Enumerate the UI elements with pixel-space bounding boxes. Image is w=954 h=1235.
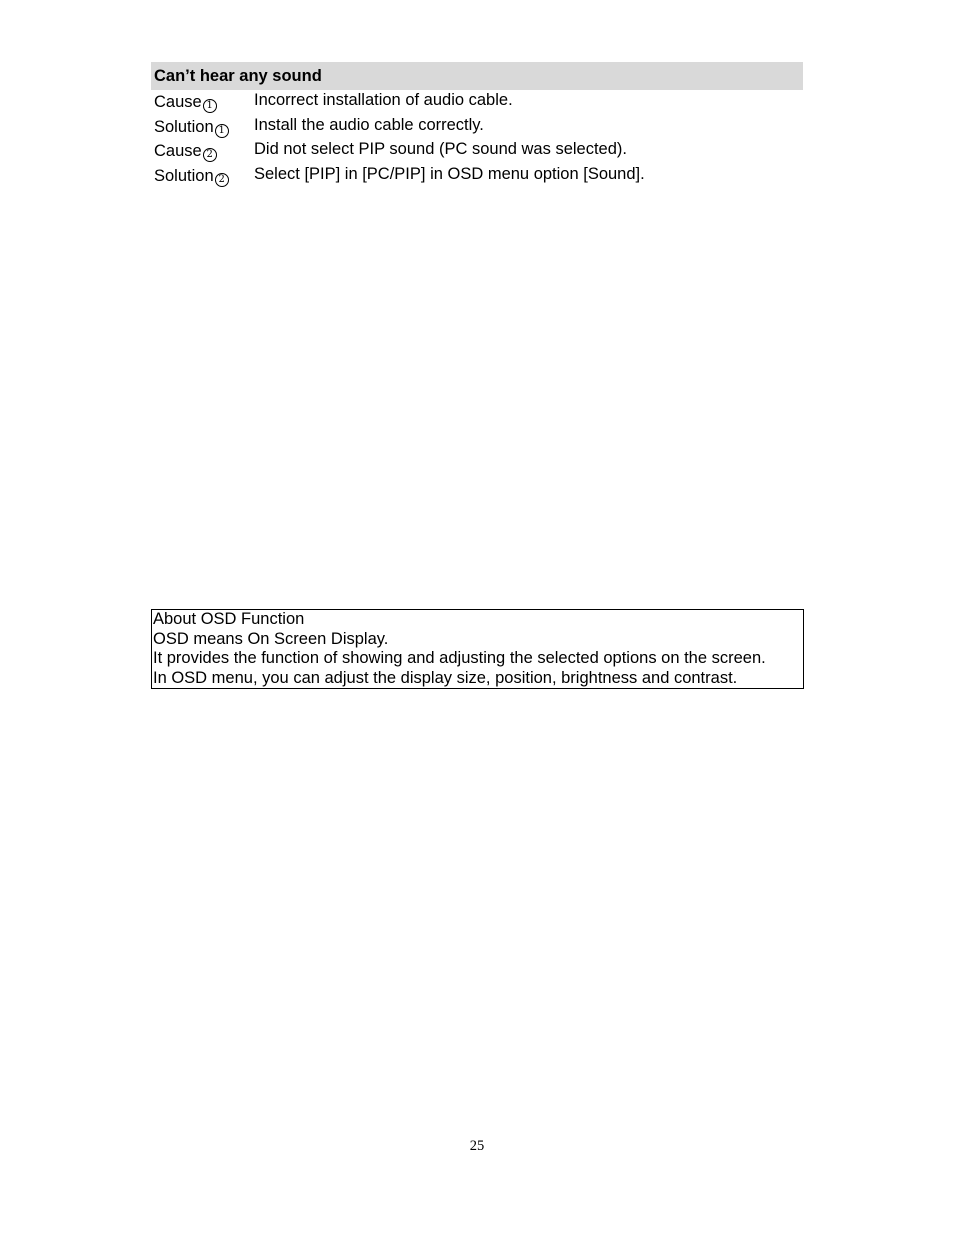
heading-text: Can’t hear any sound bbox=[154, 67, 322, 85]
row-label bbox=[154, 139, 217, 163]
page-number: 25 bbox=[469, 1138, 485, 1154]
row-label bbox=[154, 115, 229, 139]
row-label bbox=[154, 164, 229, 188]
section-heading bbox=[151, 62, 803, 90]
circled-number: 2 bbox=[203, 148, 217, 162]
osd-title: About OSD Function bbox=[153, 610, 305, 628]
table-row bbox=[151, 89, 803, 114]
circled-number: 2 bbox=[215, 173, 229, 187]
osd-line: It provides the function of showing and adjusting the selected options on the screen. bbox=[153, 649, 766, 668]
label-word: Solution bbox=[154, 166, 214, 185]
circled-number: 1 bbox=[203, 99, 217, 113]
row-text: Incorrect installation of audio cable. bbox=[254, 91, 513, 109]
trouble-table bbox=[151, 89, 803, 187]
row-text: Did not select PIP sound (PC sound was selected). bbox=[254, 140, 627, 158]
label-word: Solution bbox=[154, 117, 214, 136]
label-word: Cause bbox=[154, 93, 202, 111]
row-text: Select [PIP] in [PC/PIP] in OSD menu option [Sound]. bbox=[254, 164, 645, 183]
osd-info-box bbox=[151, 609, 804, 689]
row-text: Install the audio cable correctly. bbox=[254, 115, 484, 134]
label-word: Cause bbox=[154, 142, 202, 160]
table-row bbox=[151, 114, 803, 139]
osd-line: OSD means On Screen Display. bbox=[153, 629, 389, 648]
circled-number: 1 bbox=[215, 124, 229, 138]
table-row bbox=[151, 163, 803, 188]
table-row bbox=[151, 138, 803, 163]
osd-line: In OSD menu, you can adjust the display size, position, brightness and contrast. bbox=[153, 668, 738, 687]
row-label bbox=[154, 90, 217, 114]
